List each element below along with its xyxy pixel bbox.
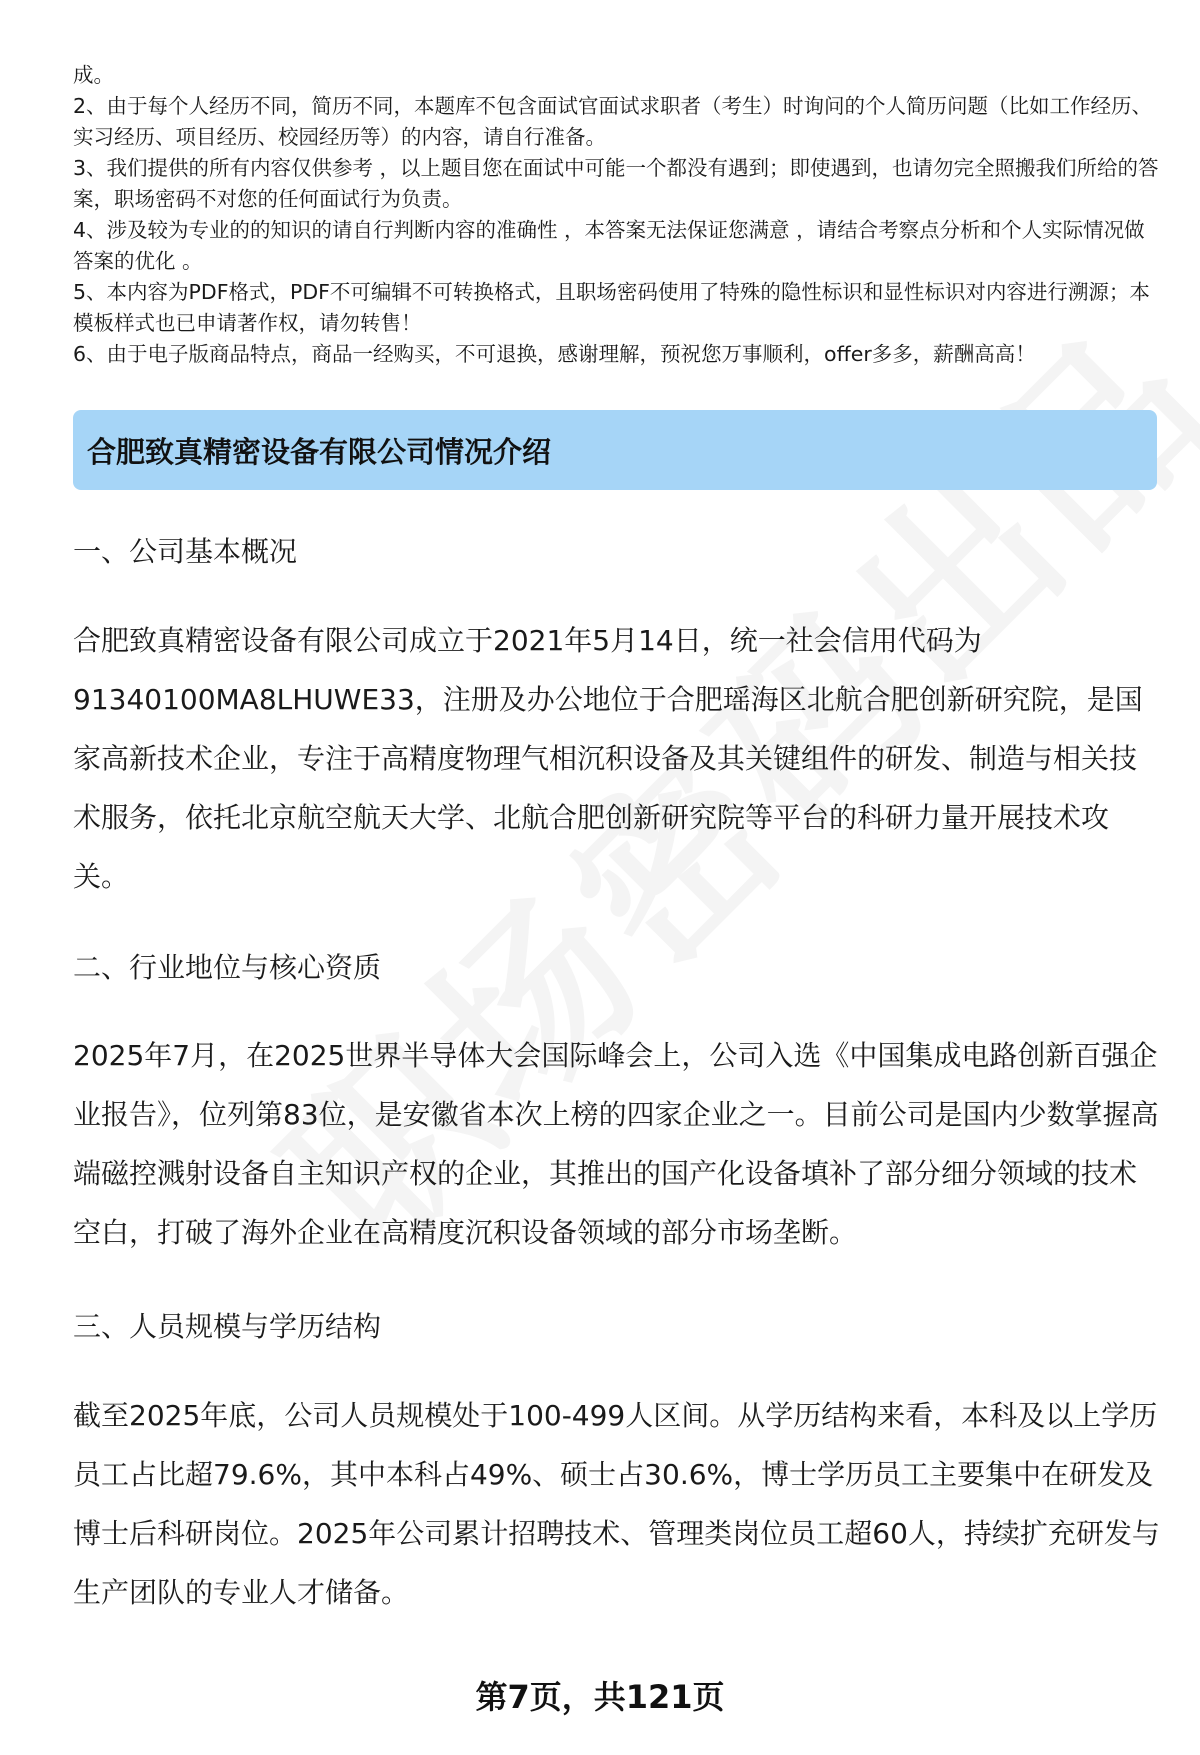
section-heading-staff: 三、人员规模与学历结构 <box>73 1310 382 1343</box>
banner-title: 合肥致真精密设备有限公司情况介绍 <box>87 434 552 469</box>
note-item: 5、本内容为PDF格式，PDF不可编辑不可转换格式，且职场密码使用了特殊的隐性标识和显性标识对内容进行溯源；本模板样式也已申请著作权，请勿转售！ <box>73 280 1150 335</box>
paragraph-overview: 合肥致真精密设备有限公司成立于2021年5月14日，统一社会信用代码为91340100MA8LHUWE33，注册及办公地位于合肥瑶海区北航合肥创新研究院，是国家高新技术企业，专注于高精度物理气相沉积设备及其关键组件的研发、制造与相关技术服务，依托北京航空航天大学、北航合肥创新研究院等平台的科研力量开展技术攻关。 <box>73 624 1143 893</box>
section-banner <box>73 410 1157 490</box>
notes-list <box>73 60 1163 370</box>
section-heading-overview: 一、公司基本概况 <box>73 535 298 568</box>
note-item: 4、涉及较为专业的的知识的请自行判断内容的准确性 ，本答案无法保证您满意 ，请结合考察点分析和个人实际情况做答案的优化 。 <box>73 218 1145 273</box>
section-heading-industry-position: 二、行业地位与核心资质 <box>73 951 382 984</box>
page-number: 第7页，共121页 <box>475 1678 725 1716</box>
paragraph-staff: 截至2025年底，公司人员规模处于100-499人区间。从学历结构来看，本科及以上学历员工占比超79.6%，其中本科占49%、硕士占30.6%，博士学历员工主要集中在研发及博士后科研岗位。2025年公司累计招聘技术、管理类岗位员工超60人，持续扩充研发与生产团队的专业人才储备。 <box>73 1399 1160 1609</box>
note-item: 3、我们提供的所有内容仅供参考 ，以上题目您在面试中可能一个都没有遇到；即使遇到，也请勿完全照搬我们所给的答案，职场密码不对您的任何面试行为负责。 <box>73 156 1159 211</box>
note-item: 6、由于电子版商品特点，商品一经购买，不可退换，感谢理解，预祝您万事顺利，offer多多，薪酬高高！ <box>73 342 1036 366</box>
paragraph-industry-position: 2025年7月，在2025世界半导体大会国际峰会上，公司入选《中国集成电路创新百强企业报告》，位列第83位，是安徽省本次上榜的四家企业之一。目前公司是国内少数掌握高端磁控溅射设备自主知识产权的企业，其推出的国产化设备填补了部分细分领域的技术空白，打破了海外企业在高精度沉积设备领域的部分市场垄断。 <box>73 1039 1159 1249</box>
note-item: 成。 <box>73 63 114 87</box>
note-item: 2、由于每个人经历不同，简历不同，本题库不包含面试官面试求职者（考生）时询问的个人简历问题（比如工作经历、实习经历、项目经历、校园经历等）的内容，请自行准备。 <box>73 94 1153 149</box>
